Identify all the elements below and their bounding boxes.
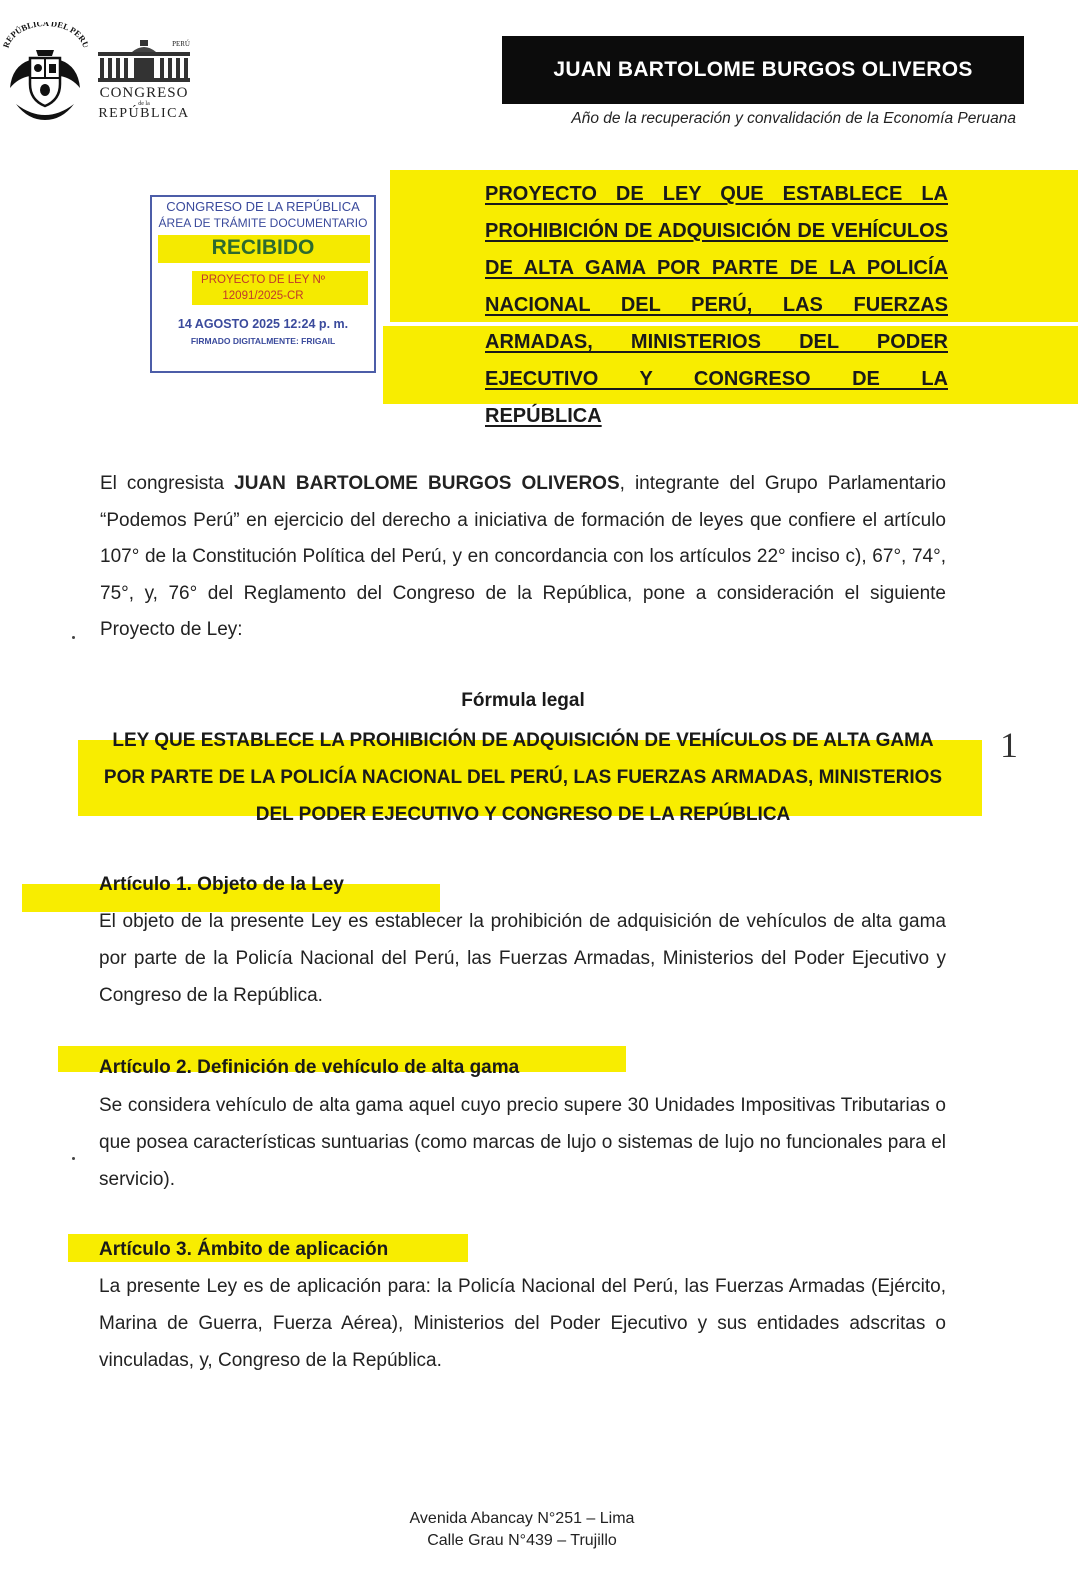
- scan-speck: [72, 1157, 75, 1160]
- stamp-status: RECIBIDO: [211, 236, 315, 259]
- article-3-title: Artículo 3. Ámbito de aplicación: [99, 1239, 389, 1260]
- congress-logo-small-text: PERÚ: [172, 40, 190, 48]
- stamp-datetime: 14 AGOSTO 2025 12:24 p. m.: [177, 317, 349, 331]
- project-title-last-line: REPÚBLICA: [485, 405, 602, 427]
- project-title: [485, 176, 948, 435]
- congress-logo-connector: de la: [138, 101, 150, 107]
- intro-lead: El congresista: [100, 473, 235, 494]
- footer-address-lima: Avenida Abancay N°251 – Lima: [409, 1510, 635, 1527]
- formula-legal-heading: Fórmula legal: [461, 690, 585, 711]
- project-title-main: PROYECTO DE LEY QUE ESTABLECE LA PROHIBICIÓN DE ADQUISICIÓN DE VEHÍCULOS DE ALTA GAMA POR PARTE DE LA POLICÍA NACIONAL DEL PERÚ, LAS FUERZAS ARMADAS, MINISTERIOS DEL PODER EJECUTIVO Y CONGRESO DE LA: [485, 183, 948, 390]
- intro-paragraph: [100, 466, 946, 649]
- article-2-title: Artículo 2. Definición de vehículo de alta gama: [99, 1057, 520, 1078]
- article-1-title: Artículo 1. Objeto de la Ley: [99, 874, 344, 895]
- coat-arc-text: EPÚBLICA DEL PER: [3, 22, 88, 44]
- reception-stamp: [150, 195, 376, 373]
- stamp-project-label: PROYECTO DE LEY Nº: [201, 274, 325, 286]
- intro-author: JUAN BARTOLOME BURGOS OLIVEROS: [234, 473, 620, 494]
- article-2-body: Se considera vehículo de alta gama aquel cuyo precio supere 30 Unidades Impositivas Tributarias o que posea características suntuarias (como marcas de lujo o sistemas de lujo no funcionales para el servicio).: [99, 1095, 946, 1190]
- intro-text: , integrante del Grupo Parlamentario “Podemos Perú” en ejercicio del derecho a iniciativa de formación de leyes que confiere el artículo 107° de la Constitución Política del Perú, y en concordancia con los artículos 22° inciso c), 67°, 74°, 75°, y, 76° del Reglamento del Congreso de la República, pone a consideración el siguiente Proyecto de Ley:: [100, 473, 946, 640]
- congress-logo-republica: REPÚBLICA: [98, 106, 190, 121]
- congress-logo: [92, 38, 196, 128]
- stamp-signature: FIRMADO DIGITALMENTE: FRIGAIL: [190, 336, 336, 346]
- article-3-body: La presente Ley es de aplicación para: la Policía Nacional del Perú, las Fuerzas Armadas (Ejército, Marina de Guerra, Fuerza Aérea), Ministerios del Poder Ejecutivo y sus entidades adscritas o vinculadas, y, Congreso de la República.: [99, 1276, 946, 1371]
- stamp-project-number: 12091/2025-CR: [222, 290, 304, 302]
- stamp-department: ÁREA DE TRÁMITE DOCUMENTARIO: [158, 216, 368, 230]
- footer-addresses: [300, 1508, 744, 1552]
- stamp-institution: CONGRESO DE LA REPÚBLICA: [166, 199, 360, 214]
- congress-logo-word: CONGRESO: [99, 85, 189, 101]
- year-motto: Año de la recuperación y convalidación de la Economía Peruana: [571, 110, 1016, 127]
- coat-of-arms-logo: [2, 22, 88, 126]
- page-number: 1: [1000, 725, 1018, 765]
- svg-text:REPÚBLICA DEL PERÚ: [2, 22, 88, 49]
- law-title: LEY QUE ESTABLECE LA PROHIBICIÓN DE ADQUISICIÓN DE VEHÍCULOS DE ALTA GAMA POR PARTE DE LA POLICÍA NACIONAL DEL PERÚ, LAS FUERZAS ARMADAS, MINISTERIOS DEL PODER EJECUTIVO Y CONGRESO DE LA REPÚBLICA: [103, 730, 943, 825]
- article-1-body: El objeto de la presente Ley es establecer la prohibición de adquisición de vehículos de alta gama por parte de la Policía Nacional del Perú, las Fuerzas Armadas, Ministerios del Poder Ejecutivo y Congreso de la República.: [99, 911, 946, 1006]
- scan-speck: [72, 636, 75, 639]
- footer-address-trujillo: Calle Grau N°439 – Trujillo: [427, 1532, 617, 1549]
- author-name-banner: JUAN BARTOLOME BURGOS OLIVEROS: [502, 36, 1024, 104]
